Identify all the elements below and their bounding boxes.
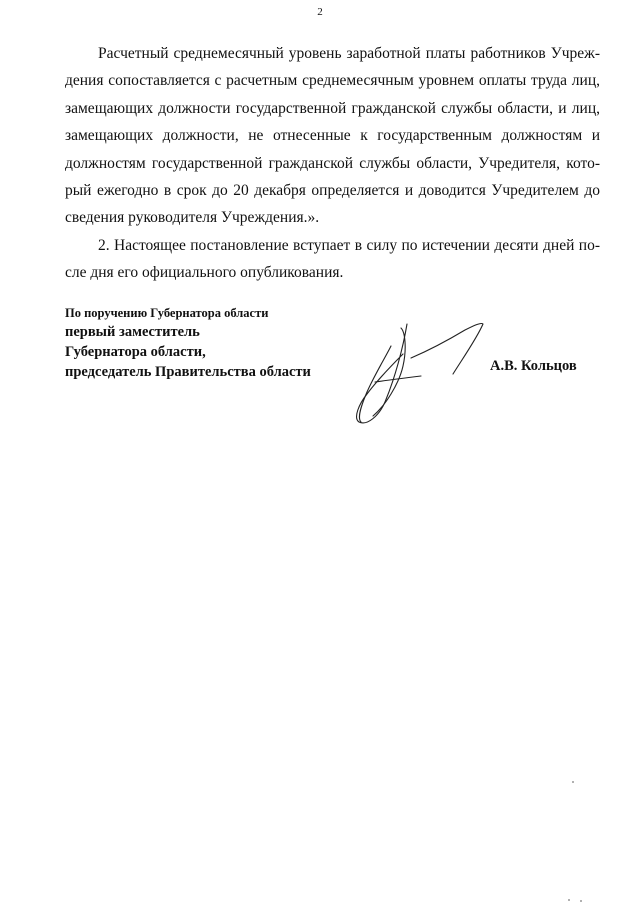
scan-speck — [580, 900, 582, 902]
text-line: 2. Настоящее постановление вступает в силу по истечении десяти дней по- — [98, 236, 600, 254]
text-line: должностям государственной гражданской службы области, Учредителя, кото- — [65, 154, 600, 172]
text-line: рый ежегодно в срок до 20 декабря определяется и доводится Учредителем до — [65, 182, 600, 200]
handwritten-signature — [345, 318, 495, 430]
signatory-name: А.В. Кольцов — [490, 358, 577, 374]
document-body — [65, 40, 600, 287]
text-line: замещающих должности государственной гражданской службы области, и лиц, — [65, 99, 600, 117]
text-line: дения сопоставляется с расчетным среднемесячным уровнем оплаты труда лиц, — [65, 72, 600, 90]
signatory-block — [65, 305, 311, 382]
scan-speck — [568, 899, 570, 901]
paragraph-2 — [65, 232, 600, 287]
signatory-title-line: первый заместитель — [65, 324, 200, 340]
on-behalf-line: По поручению Губернатора области — [65, 306, 269, 320]
text-line: сведения руководителя Учреждения.». — [65, 209, 320, 227]
text-line: Расчетный среднемесячный уровень заработной платы работников Учреж- — [98, 45, 600, 62]
text-line: сле дня его официального опубликования. — [65, 264, 344, 282]
signatory-title-line: Губернатора области, — [65, 344, 206, 360]
page-number: 2 — [317, 6, 323, 18]
paragraph-1 — [65, 40, 600, 232]
signatory-title-line: председатель Правительства области — [65, 364, 311, 380]
scan-speck — [572, 781, 574, 783]
text-line: замещающих должности, не отнесенные к государственным должностям и — [65, 127, 600, 145]
